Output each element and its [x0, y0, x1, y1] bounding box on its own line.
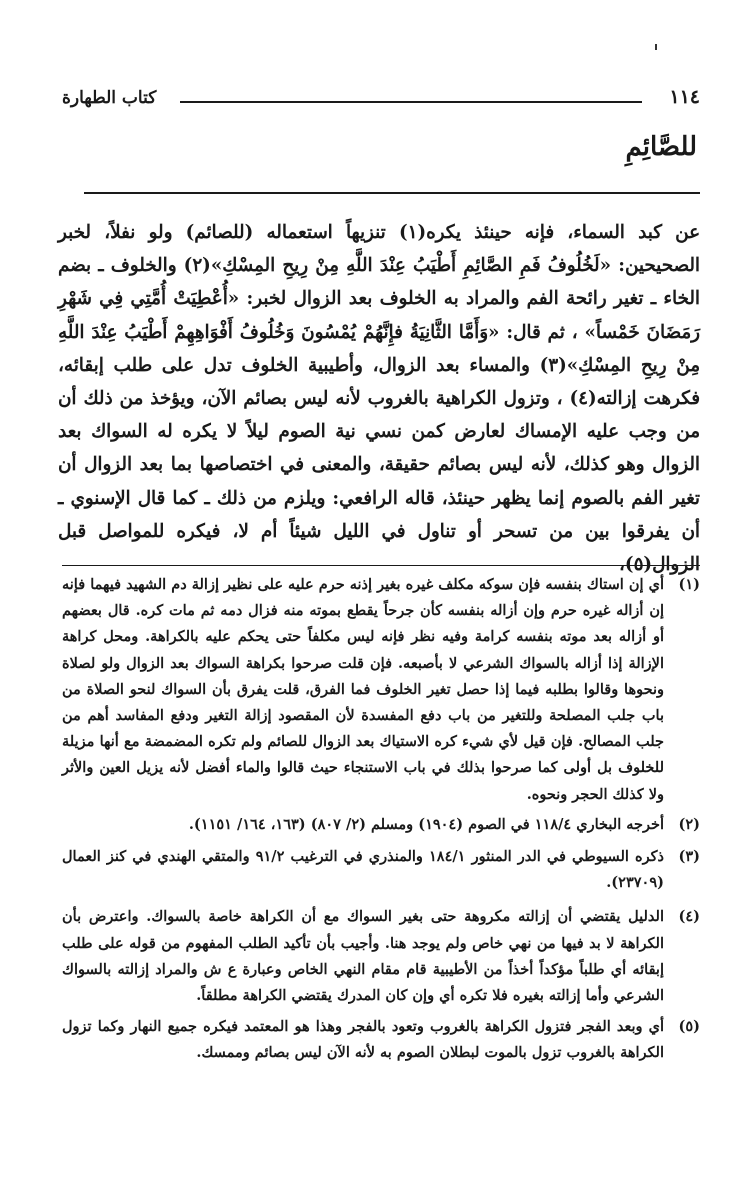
footnote-text: أي وبعد الفجر فتزول الكراهة بالغروب وتعود بالفجر وهذا هو المعتمد فيكره جميع النهار وكما تزول الكراهة بالغروب تزول بالموت لبطلان الصوم به لأنه الآن ليس بصائم وممسك. — [62, 1018, 664, 1062]
commentary-body — [58, 216, 700, 581]
footnotes — [62, 572, 700, 1067]
footnote-text: أي إن استاك بنفسه فإن سوكه مكلف غيره بغير إذنه حرم عليه على نظير إزالة دم الشهيد فيهما فإنه إن أزاله غيره حرم وإن أزاله بنفسه كأن جرحاً يقطع بموته منه فزال دمه ثم مات كره. قال بعضهم أو أزاله بعد موته بنفسه كرامة وفيه نظر فإنه ليس مكلفاً حتى يحكم عليه بالكراهة. ومحل كراهة الإزالة إذا أزاله بالسواك الشرعي لا بأصبعه. فإن قلت صرحوا بكراهة السواك بعد الزوال ولو لصلاة ونحوها وقالوا بطلبه فيما إذا حصل تغير الخلوف فما الفرق، قلت يفرق بأن السواك لنحو الصلاة من باب جلب المصلحة وللتغير من باب دفع المفسدة لأن المقصود إزالة التغير ودفع المفاسد أهم من جلب المصالح. فإن قيل لأي شيء كره الاستياك بعد الزوال للصائم ولم تكره المضمضة مع أنها مزيلة للخلوف بل أولى كما صرحوا بذلك في باب الاستنجاء حيث قالوا والماء أفضل لأنه يزيل العين والأثر ولا كذلك الحجر ونحوه. — [62, 576, 664, 803]
footnote-separator — [62, 565, 700, 566]
matn-lead-text: للصَّائِمِ — [625, 132, 697, 162]
footnote-text: ذكره السيوطي في الدر المنثور ١٨٤/١ والمنذري في الترغيب ٩١/٢ والمتقي الهندي في كنز العمال (٢٣٧٠٩). — [62, 848, 664, 892]
print-mark — [655, 44, 657, 50]
footnote-5 — [62, 1014, 700, 1066]
footnote-2 — [62, 812, 700, 838]
footnote-3 — [62, 844, 700, 896]
footnote-text: الدليل يقتضي أن إزالته مكروهة حتى بغير السواك مع أن الكراهة خاصة بالسواك. واعترض بأن الكراهة لا بد فيها من نهي خاص ولم يوجد هنا. وأجيب بأن تأكيد الطلب المفهوم من قوله على طلب إبقائه أي طلباً مؤكداً أخذاً من الأطيبية قام مقام النهي الخاص وعبارة ع ش والمراد إزالته بالسواك الشرعي وأما إزالته بغيره فلا تكره أي وإن كان المدرك يقتضي الكراهة مطلقاً. — [62, 908, 664, 1005]
footnote-marker: (٢) — [678, 815, 700, 833]
footnote-marker: (٤) — [678, 908, 700, 926]
page-number: ١١٤ — [669, 86, 700, 108]
running-header — [62, 86, 700, 116]
footnote-4 — [62, 904, 700, 1009]
footnote-marker: (٣) — [678, 848, 700, 866]
header-rule — [180, 101, 642, 103]
footnote-marker: (٥) — [678, 1018, 700, 1036]
footnote-marker: (١) — [678, 576, 700, 593]
book-title: كتاب الطهارة — [62, 88, 157, 108]
footnote-text: أخرجه البخاري ١١٨/٤ في الصوم (١٩٠٤) ومسلم (٢/ ٨٠٧) (١٦٣، ١٦٤/ ١١٥١). — [188, 815, 664, 833]
matn-separator — [84, 192, 700, 194]
footnote-1 — [62, 572, 700, 808]
commentary-paragraph: عن كبد السماء، فإنه حينئذ يكره(١) تنزيهاً استعماله (للصائم) ولو نفلاً، لخبر الصحيحين: «لَخُلُوفُ فَمِ الصَّائِمِ أَطْيَبُ عِنْدَ اللَّهِ مِنْ رِيحِ المِسْكِ»(٢) والخلوف ـ بضم الخاء ـ تغير رائحة الفم والمراد به الخلوف بعد الزوال لخبر: «أُعْطِيَتْ أُمَّتِي فِي شَهْرِ رَمَضَانَ خَمْساً» ، ثم قال: «وَأَمَّا الثَّانِيَةُ فإِنَّهُمْ يُمْسُونَ وَخُلُوفُ أَفْوَاهِهِمْ أَطْيَبُ عِنْدَ اللَّهِ مِنْ رِيحِ المِسْكِ»(٣) والمساء بعد الزوال، وأطيبية الخلوف تدل على طلب إبقائه، فكرهت إزالته(٤) ، وتزول الكراهية بالغروب لأنه ليس بصائم الآن، ويؤخذ من ذلك أن من وجب عليه الإمساك لعارض كمن نسي نية الصوم ليلاً لا يكره له السواك بعد الزوال وهو كذلك، لأنه ليس بصائم حقيقة، والمعنى في اختصاصها بما بعد الزوال أن تغير الفم بالصوم إنما يظهر حينئذ، قاله الرافعي: ويلزم من ذلك ـ كما قال الإسنوي ـ أن يفرقوا بين من تسحر أو تناول في الليل شيئاً أم لا، فيكره للمواصل قبل الزوال(٥)، — [58, 222, 700, 576]
